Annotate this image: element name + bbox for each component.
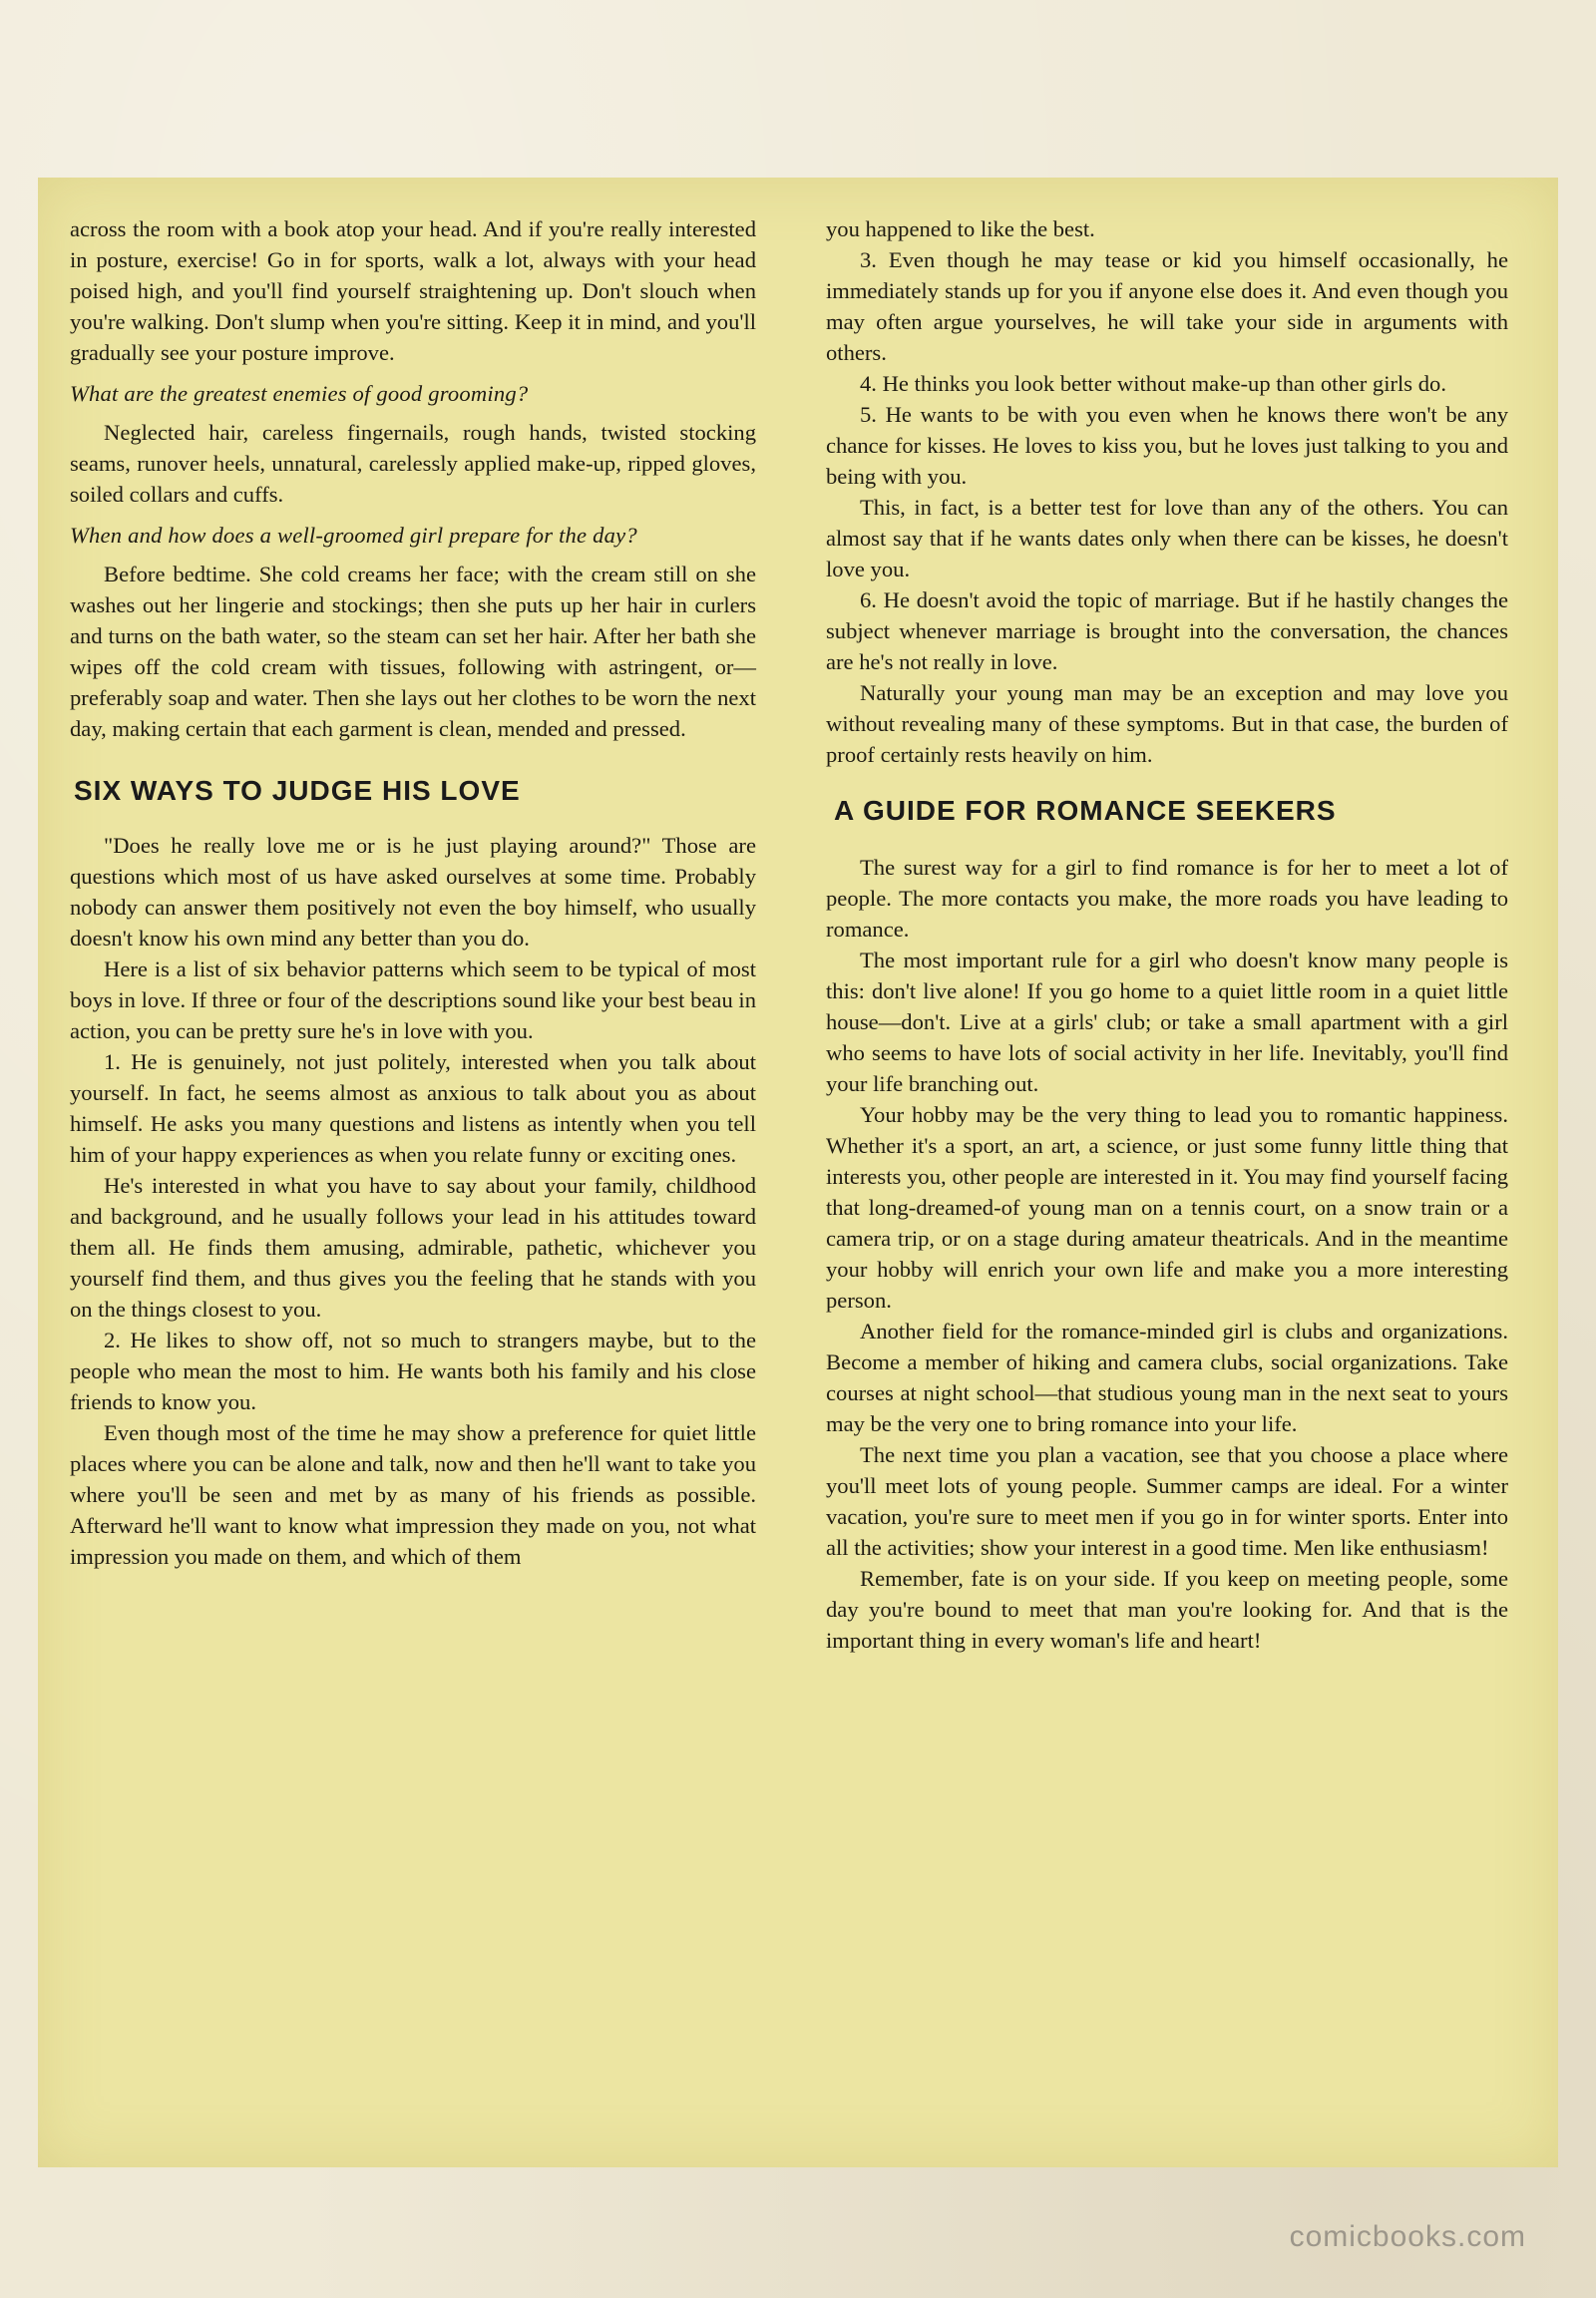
paragraph-continued: you happened to like the best. — [826, 216, 1095, 241]
heading-romance-guide: A GUIDE FOR ROMANCE SEEKERS — [834, 795, 1337, 826]
heading-six-ways: SIX WAYS TO JUDGE HIS LOVE — [74, 775, 521, 806]
paragraph-way-1: 1. He is genuinely, not just politely, interested when you talk about yourself. In fact, he seems almost as anxious to talk about you as about himself. He asks you many questions and listens as intently when you tell him of your happy experiences as when you relate funny or exciting ones. — [70, 1049, 756, 1167]
paragraph-hobby: Your hobby may be the very thing to lead you to romantic happiness. Whether it's a sport, an art, a science, or just some funny little thing that interests you, other people are interested in it. You may find yourself facing that long-dreamed-of young man on a tennis court, on a snow train or a camera trip, or on a stage during amateur theatricals. And in the meantime your hobby will enrich your own life and make you a more interesting person. — [826, 1102, 1508, 1313]
left-column — [70, 213, 756, 1572]
paragraph-prepare: Before bedtime. She cold creams her face; with the cream still on she washes out her lingerie and stockings; then she puts up her hair in curlers and turns on the bath water, so the steam can set her hair. After her bath she wipes off the cold cream with tissues, following with astringent, or—preferably soap and water. Then she lays out her clothes to be worn the next day, making certain that each garment is clean, mended and pressed. — [70, 562, 756, 741]
paragraph-surest-way: The surest way for a girl to find romance is for her to meet a lot of people. The more contacts you make, the more roads you have leading to romance. — [826, 855, 1508, 942]
paragraph-remember: Remember, fate is on your side. If you keep on meeting people, some day you're bound to meet that man you're looking for. And that is the important thing in every woman's life and heart! — [826, 1566, 1508, 1653]
paragraph-way-6-cont: Naturally your young man may be an exception and may love you without revealing many of these symptoms. But in that case, the burden of proof certainly rests heavily on him. — [826, 680, 1508, 767]
paragraph-list-intro: Here is a list of six behavior patterns which seem to be typical of most boys in love. If three or four of the descriptions sound like your best beau in action, you can be pretty sure he's in love with you. — [70, 957, 756, 1043]
paragraph-enemies: Neglected hair, careless fingernails, rough hands, twisted stocking seams, runover heels, unnatural, carelessly applied make-up, ripped gloves, soiled collars and cuffs. — [70, 420, 756, 507]
paragraph-way-5-cont: This, in fact, is a better test for love than any of the others. You can almost say that if he wants dates only when there can be kisses, he doesn't love you. — [826, 495, 1508, 581]
watermark: comicbooks.com — [1289, 2220, 1526, 2253]
question-enemies: What are the greatest enemies of good grooming? — [70, 381, 529, 406]
paragraph-does-he-love: "Does he really love me or is he just playing around?" Those are questions which most of us have asked ourselves at some time. Probably nobody can answer them positively not even the boy himself, who usually doesn't know his own mind any better than you do. — [70, 833, 756, 951]
paragraph-important-rule: The most important rule for a girl who doesn't know many people is this: don't live alone! If you go home to a quiet little room in a quiet little house—don't. Live at a girls' club; or take a small apartment with a girl who seems to have lots of social activity in her life. Inevitably, you'll find your life branching out. — [826, 948, 1508, 1096]
paragraph-posture: across the room with a book atop your head. And if you're really interested in posture, exercise! Go in for sports, walk a lot, always with your head poised high, and you'll find yourself straightening up. Don't slouch when you're walking. Don't slump when you're sitting. Keep it in mind, and you'll gradually see your posture improve. — [70, 216, 756, 365]
question-prepare: When and how does a well-groomed girl prepare for the day? — [70, 523, 637, 548]
paragraph-way-6: 6. He doesn't avoid the topic of marriage. But if he hastily changes the subject whenever marriage is brought into the conversation, the chances are he's not really in love. — [826, 587, 1508, 674]
paragraph-way-2-cont: Even though most of the time he may show a preference for quiet little places where you can be alone and talk, now and then he'll want to take you where you'll be seen and met by as many of his friends as possible. Afterward he'll want to know what impression they made on you, not what impression you made on them, and which of them — [70, 1420, 756, 1569]
paragraph-way-5: 5. He wants to be with you even when he knows there won't be any chance for kisses. He loves to kiss you, but he loves just talking to you and being with you. — [826, 402, 1508, 489]
paragraph-vacation: The next time you plan a vacation, see that you choose a place where you'll meet lots of young people. Summer camps are ideal. For a winter vacation, you're sure to meet men if you go in for winter sports. Enter into all the activities; show your interest in a good time. Men like enthusiasm! — [826, 1442, 1508, 1560]
paragraph-way-1-cont: He's interested in what you have to say about your family, childhood and background, and he usually follows your lead in his attitudes toward them all. He finds them amusing, admirable, pathetic, whichever you yourself find them, and thus gives you the feeling that he stands with you on the things closest to you. — [70, 1173, 756, 1322]
right-column — [826, 213, 1508, 1656]
paragraph-clubs: Another field for the romance-minded girl is clubs and organizations. Become a member of hiking and camera clubs, social organizations. Take courses at night school—that studious young man in the next seat to yours may be the very one to bring romance into your life. — [826, 1319, 1508, 1436]
paragraph-way-4: 4. He thinks you look better without make-up than other girls do. — [860, 371, 1446, 396]
paragraph-way-2: 2. He likes to show off, not so much to strangers maybe, but to the people who mean the most to him. He wants both his family and his close friends to know you. — [70, 1328, 756, 1414]
paragraph-way-3: 3. Even though he may tease or kid you himself occasionally, he immediately stands up for you if anyone else does it. And even though you may often argue yourselves, he will take your side in arguments with others. — [826, 247, 1508, 365]
